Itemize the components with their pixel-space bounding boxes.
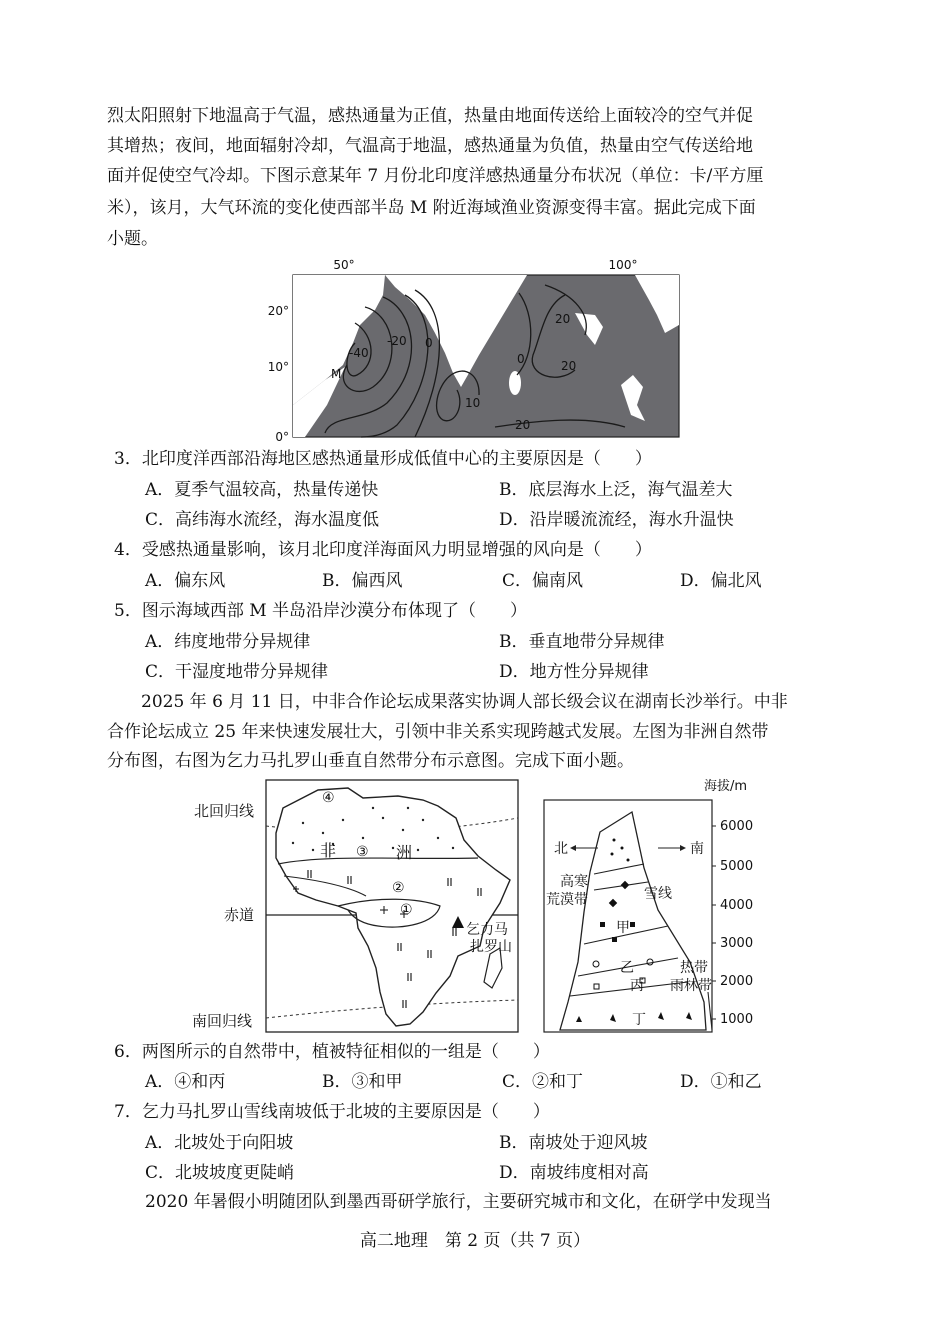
- zone-2-label: ②: [392, 880, 405, 896]
- kili-axis-title: 海拔/m: [704, 779, 748, 794]
- intro2-line-2: 合作论坛成立 25 年来快速发展壮大，引领中非关系实现跨越式发展。左图为非洲自然带: [107, 722, 769, 742]
- q4-stem: 4．受感热通量影响，该月北印度洋海面风力明显增强的风向是（ ）: [114, 540, 652, 560]
- page-footer: 高二地理 第 2 页（共 7 页）: [359, 1231, 591, 1251]
- q6-option-b[interactable]: B．③和甲: [322, 1072, 403, 1092]
- zone-1-label: ①: [400, 902, 413, 918]
- q3-option-b[interactable]: B．底层海水上泛，海气温差大: [499, 480, 733, 500]
- kili-tick-3000: 3000: [720, 936, 754, 951]
- q7-option-a[interactable]: A．北坡处于向阳坡: [145, 1133, 294, 1153]
- zone-3-label: ③: [356, 844, 369, 860]
- kili-bing: 丙: [630, 978, 644, 994]
- kili-alpine-1: 高寒: [560, 874, 588, 890]
- kilimanjaro-label-2: 扎罗山: [470, 939, 512, 955]
- q3-option-c[interactable]: C．高纬海水流经，海水温度低: [145, 510, 380, 530]
- lon-label-50: 50°: [333, 258, 355, 272]
- q5-option-b[interactable]: B．垂直地带分异规律: [499, 632, 665, 652]
- contour-label: 20: [555, 312, 571, 326]
- q5-stem: 5．图示海域西部 M 半岛沿岸沙漠分布体现了（ ）: [114, 601, 528, 621]
- q6-stem: 6．两图所示的自然带中，植被特征相似的一组是（ ）: [114, 1042, 550, 1062]
- q5-option-c[interactable]: C．干湿度地带分异规律: [145, 662, 329, 682]
- kili-rainforest-2: 雨林带: [670, 978, 712, 994]
- q4-option-c[interactable]: C．偏南风: [502, 571, 584, 591]
- q5-option-a[interactable]: A．纬度地带分异规律: [145, 632, 311, 652]
- africa-label-zhou: 洲: [396, 843, 413, 862]
- kili-jia: 甲: [616, 920, 630, 936]
- lat-label-10: 10°: [267, 360, 289, 374]
- intro2-line-1: 2025 年 6 月 11 日，中非合作论坛成果落实协调人部长级会议在湖南长沙举行。中非: [141, 692, 788, 712]
- contour-label: 10: [465, 396, 481, 410]
- kili-tick-6000: 6000: [720, 819, 754, 834]
- kilimanjaro-diagram: [540, 772, 770, 1034]
- q7-option-c[interactable]: C．北坡坡度更陡峭: [145, 1163, 295, 1183]
- q7-option-b[interactable]: B．南坡处于迎风坡: [499, 1133, 648, 1153]
- contour-label: 0: [425, 336, 433, 350]
- lon-label-100: 100°: [608, 258, 638, 272]
- q4-option-a[interactable]: A．偏东风: [145, 571, 226, 591]
- kili-ding: 丁: [632, 1012, 646, 1028]
- kilimanjaro-label-1: 乞力马: [466, 922, 508, 938]
- zone-4-label: ④: [322, 790, 335, 806]
- kili-south: 南: [690, 841, 704, 857]
- contour-label: 20: [561, 359, 577, 373]
- intro-line-4: 米），该月，大气环流的变化使西部半岛 M 附近海域渔业资源变得丰富。据此完成下面: [107, 198, 756, 218]
- intro3-line: 2020 年暑假小明随团队到墨西哥研学旅行，主要研究城市和文化，在研学中发现当: [145, 1192, 772, 1212]
- heat-flux-map: [265, 255, 685, 441]
- q3-stem: 3．北印度洋西部沿海地区感热通量形成低值中心的主要原因是（ ）: [114, 449, 652, 469]
- kili-tick-4000: 4000: [720, 898, 754, 913]
- q7-stem: 7．乞力马扎罗山雪线南坡低于北坡的主要原因是（ ）: [114, 1102, 550, 1122]
- q3-option-a[interactable]: A．夏季气温较高，热量传递快: [145, 480, 379, 500]
- intro2-line-3: 分布图，右图为乞力马扎罗山垂直自然带分布示意图。完成下面小题。: [107, 751, 634, 771]
- contour-label: 20: [515, 418, 531, 432]
- kili-tick-1000: 1000: [720, 1012, 754, 1027]
- q6-option-a[interactable]: A．④和丙: [145, 1072, 226, 1092]
- kili-tick-5000: 5000: [720, 859, 754, 874]
- intro-line-5: 小题。: [107, 229, 158, 249]
- q6-option-c[interactable]: C．②和丁: [502, 1072, 584, 1092]
- q3-option-d[interactable]: D．沿岸暖流流经，海水升温快: [499, 510, 734, 530]
- q4-option-b[interactable]: B．偏西风: [322, 571, 403, 591]
- q6-option-d[interactable]: D．①和乙: [680, 1072, 762, 1092]
- intro-line-1: 烈太阳照射下地温高于气温，感热通量为正值，热量由地面传送给上面较冷的空气并促: [107, 106, 753, 126]
- africa-zone-map: [188, 778, 523, 1036]
- kili-north: 北: [554, 841, 568, 857]
- lat-label-0: 0°: [275, 430, 289, 441]
- africa-label-fei: 非: [320, 841, 337, 860]
- intro-line-3: 面并促使空气冷却。下图示意某年 7 月份北印度洋感热通量分布状况（单位：卡/平方厘: [107, 166, 764, 186]
- sri-lanka: [509, 371, 521, 395]
- q5-option-d[interactable]: D．地方性分异规律: [499, 662, 649, 682]
- intro-line-2: 其增热；夜间，地面辐射冷却，气温高于地温，感热通量为负值，热量由空气传送给地: [107, 136, 753, 156]
- contour-label: -40: [349, 346, 369, 360]
- contour-label: 0: [517, 352, 525, 366]
- contour-label: -20: [387, 334, 407, 348]
- equator-label: 赤道: [224, 906, 255, 924]
- q7-option-d[interactable]: D．南坡纬度相对高: [499, 1163, 649, 1183]
- kili-snowline: 雪线: [644, 886, 672, 902]
- kili-tick-2000: 2000: [720, 974, 754, 989]
- kili-alpine-2: 荒漠带: [546, 892, 588, 908]
- point-m-label: M: [331, 367, 342, 381]
- north-tropic-label: 北回归线: [194, 802, 255, 820]
- south-tropic-label: 南回归线: [192, 1012, 253, 1030]
- kili-rainforest-1: 热带: [680, 960, 708, 976]
- q4-option-d[interactable]: D．偏北风: [680, 571, 762, 591]
- kili-yi: 乙: [620, 960, 634, 976]
- lat-label-20: 20°: [267, 304, 289, 318]
